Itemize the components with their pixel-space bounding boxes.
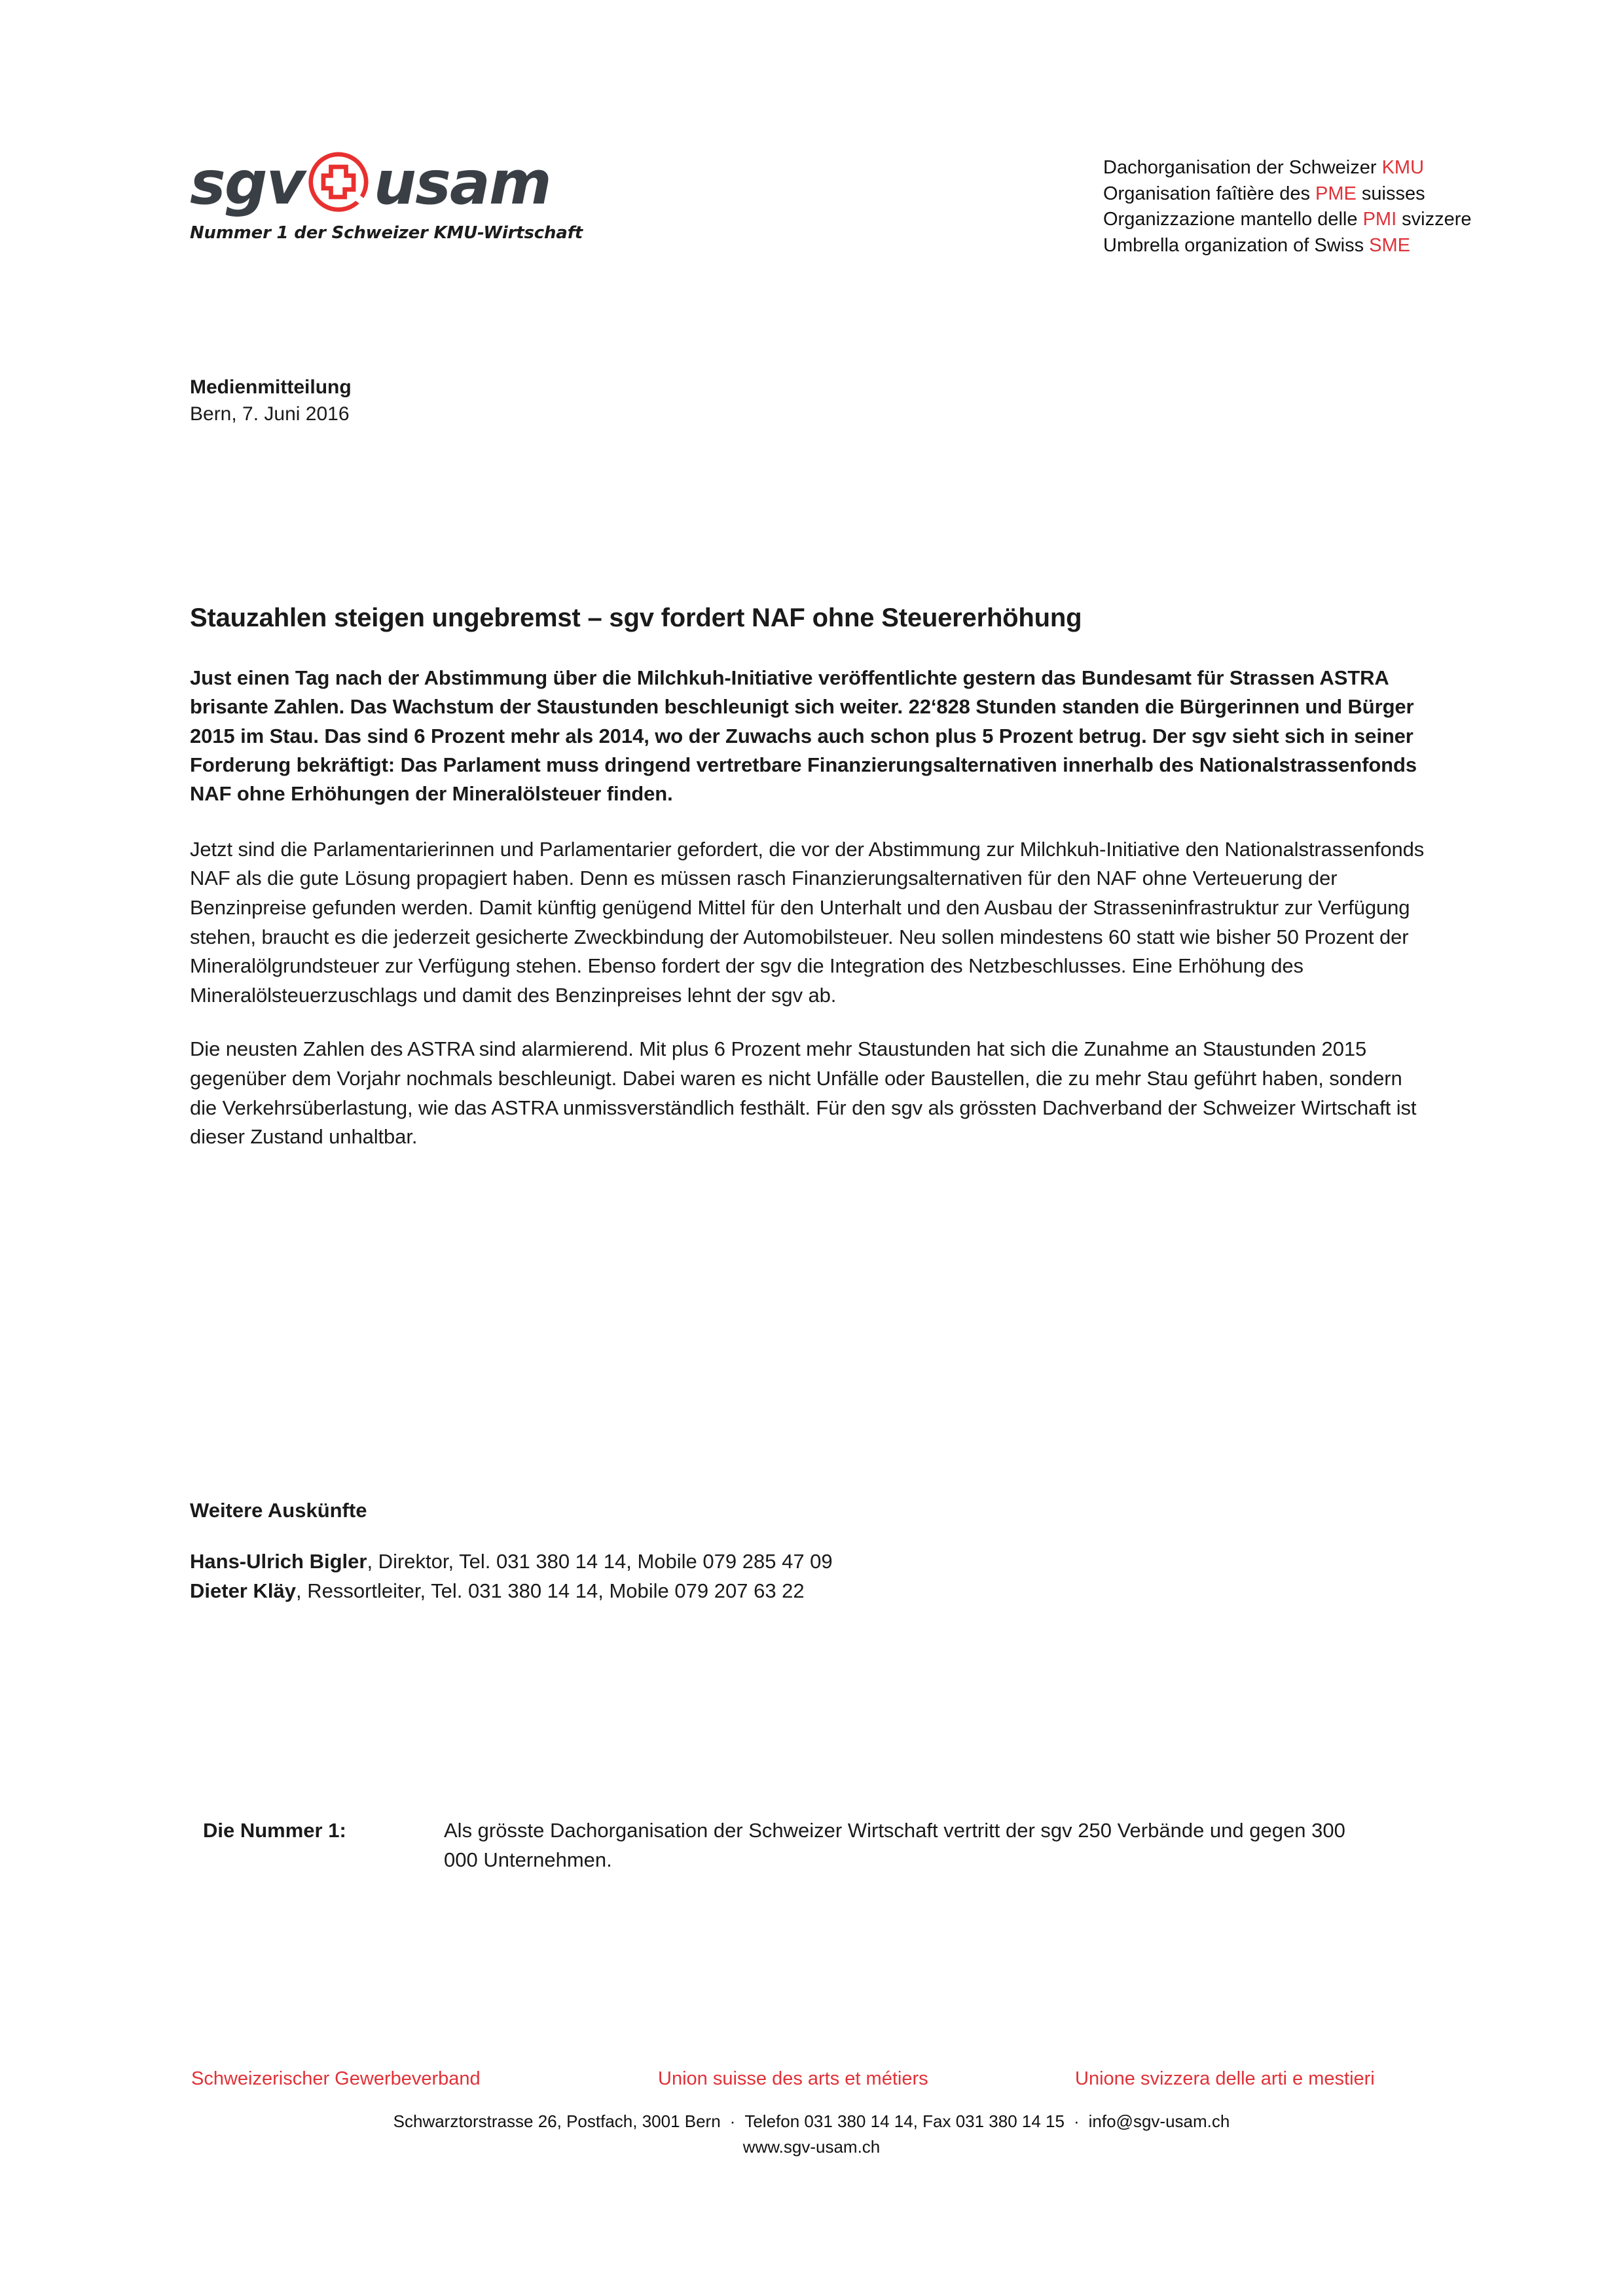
org-highlight-sme: SME [1369, 235, 1411, 257]
document-type-label: Medienmitteilung [190, 376, 352, 398]
organization-descriptor-lines [1103, 155, 1472, 259]
org-line-fr: Organisation faîtière des PME suisses [1103, 183, 1425, 204]
logo-tagline: Nummer 1 der Schweizer KMU-Wirtschaft [190, 223, 583, 243]
page-title: Stauzahlen steigen ungebremst – sgv fordert NAF ohne Steuererhöhung [190, 603, 1082, 632]
body-paragraph-1: Jetzt sind die Parlamentarierinnen und Parlamentarier gefordert, die vor der Abstimmung zur Milchkuh-Initiative den Nationalstrassenfonds NAF als die gute Lösung propagiert haben. Denn es müssen rasch Finanzierungsalternativen für den NAF ohne Verteuerung der Benzinpreise gefunden werden. Damit künftig genügend Mittel für den Unterhalt und den Ausbau der Strasseninfrastruktur zur Verfügung stehen, braucht es die jederzeit gesicherte Zweckbindung der Automobilsteuer. Neu sollen mindestens 60 statt wie bisher 50 Prozent der Mineralölgrundsteuer zur Verfügung stehen. Ebenso fordert der sgv die Integration des Netzbeschlusses. Eine Erhöhung des Mineralölsteuerzuschlags und damit des Benzinpreises lehnt der sgv ab. [190, 837, 1425, 1007]
org-highlight-pme: PME [1315, 183, 1357, 204]
boilerplate-text: Als grösste Dachorganisation der Schweizer Wirtschaft vertritt der sgv 250 Verbände und gegen 300 000 Unternehmen. [444, 1819, 1345, 1871]
footer-address-line [0, 2109, 1623, 2134]
logo-text-sgv: sgv [190, 148, 304, 218]
page-footer [0, 2068, 1623, 2160]
lead-paragraph: Just einen Tag nach der Abstimmung über die Milchkuh-Initiative veröffentlichte gestern das Bundesamt für Strassen ASTRA brisante Zahlen. Das Wachstum der Staustunden beschleunigt sich weiter. 22‘828 Stunden standen die Bürgerinnen und Bürger 2015 im Stau. Das sind 6 Prozent mehr als 2014, wo der Zuwachs auch schon plus 5 Prozent betrug. Der sgv sieht sich in seiner Forderung bekräftigt: Das Parlament muss dringend vertretbare Finanzierungsalternativen innerhalb des Nationalstrassenfonds NAF ohne Erhöhungen der Mineralölsteuer finden. [190, 666, 1417, 806]
footer-association-names [0, 2068, 1623, 2100]
boilerplate-block [203, 1816, 1349, 1875]
contact-name-1: Hans-Ulrich Bigler [190, 1550, 367, 1573]
footer-name-de: Schweizerischer Gewerbeverband [191, 2068, 481, 2089]
footer-separator-1: · [729, 2111, 736, 2131]
sgv-usam-logo [190, 147, 596, 243]
body-paragraph-2: Die neusten Zahlen des ASTRA sind alarmierend. Mit plus 6 Prozent mehr Staustunden hat sich die Zunahme an Staustunden 2015 gegenüber dem Vorjahr nochmals beschleunigt. Dabei waren es nicht Unfälle oder Baustellen, die zu mehr Stau geführt haben, sondern die Verkehrsüberlastung, wie das ASTRA unmissverständlich festhält. Für den sgv als grössten Dachverband der Schweizer Wirtschaft ist dieser Zustand unhaltbar. [190, 1037, 1417, 1149]
document-meta [190, 374, 352, 427]
contacts-heading: Weitere Auskünfte [190, 1499, 367, 1522]
sgv-usam-cross-emblem-icon [307, 151, 370, 217]
org-line-de: Dachorganisation der Schweizer KMU [1103, 157, 1425, 178]
contact-entry-2 [190, 1577, 1434, 1606]
org-highlight-kmu: KMU [1381, 157, 1425, 178]
org-line-it: Organizzazione mantello delle PMI svizzere [1103, 209, 1472, 230]
footer-separator-2: · [1073, 2111, 1080, 2131]
footer-postal-address: Schwarztorstrasse 26, Postfach, 3001 Bern [393, 2111, 721, 2131]
contact-entry-1 [190, 1547, 1434, 1577]
footer-website-line [0, 2134, 1623, 2160]
further-information-section [190, 1499, 1434, 1605]
article-content [190, 601, 1434, 1177]
footer-name-it: Unione svizzera delle arti e mestieri [1075, 2068, 1375, 2089]
logo-text-usam: usam [373, 148, 551, 218]
letterhead-header [190, 147, 1472, 278]
footer-phone-fax: Telefon 031 380 14 14, Fax 031 380 14 15 [744, 2111, 1065, 2131]
contact-details-2: , Ressortleiter, Tel. 031 380 14 14, Mobile 079 207 63 22 [295, 1579, 805, 1602]
contact-name-2: Dieter Kläy [190, 1579, 296, 1602]
logo-wordmark [190, 147, 596, 219]
footer-name-fr: Union suisse des arts et métiers [658, 2068, 928, 2089]
footer-website[interactable]: www.sgv-usam.ch [742, 2137, 881, 2157]
contact-details-1: , Direktor, Tel. 031 380 14 14, Mobile 079 285 47 09 [367, 1550, 833, 1573]
footer-contact-details [0, 2109, 1623, 2160]
org-highlight-pmi: PMI [1362, 209, 1397, 230]
place-and-date: Bern, 7. Juni 2016 [190, 403, 350, 425]
org-line-en: Umbrella organization of Swiss SME [1103, 235, 1411, 257]
footer-email[interactable]: info@sgv-usam.ch [1088, 2111, 1230, 2131]
boilerplate-label: Die Nummer 1: [203, 1819, 346, 1842]
